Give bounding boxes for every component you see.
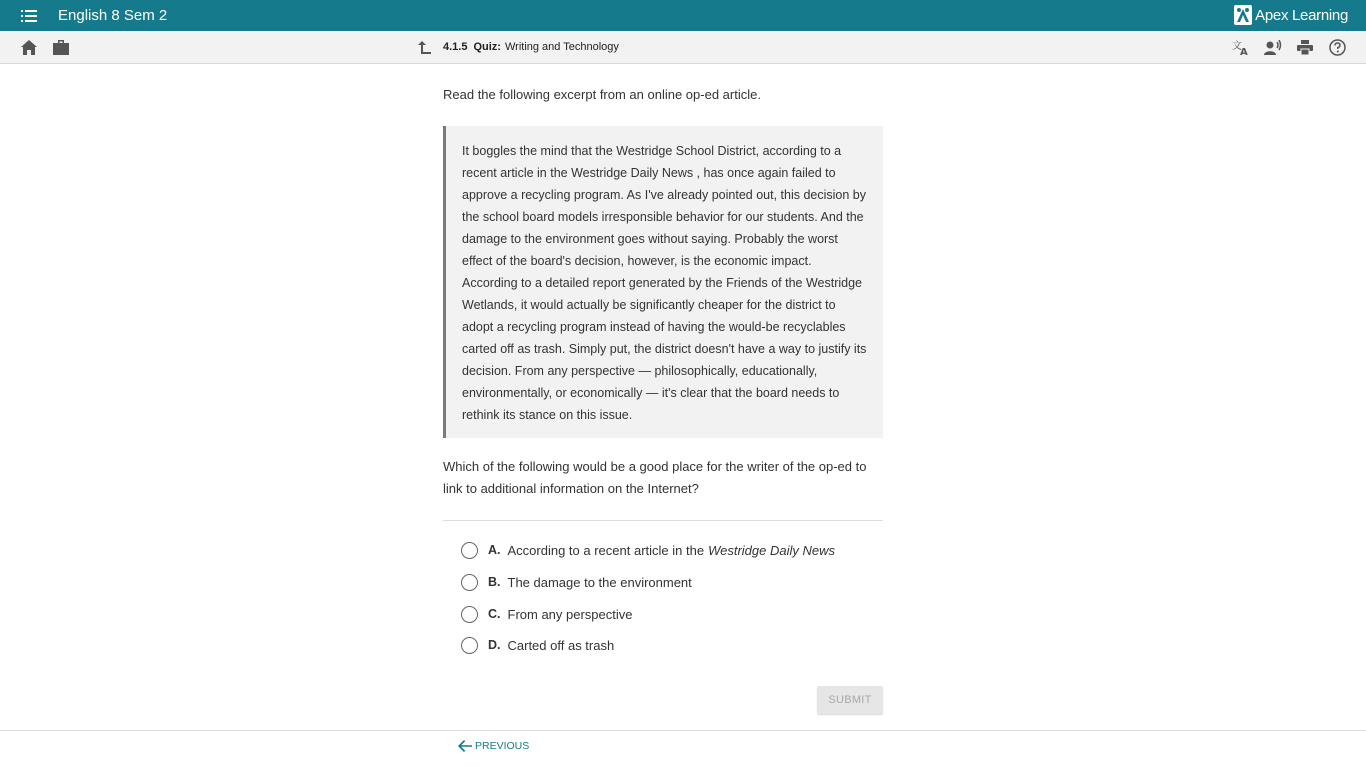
read-aloud-icon: [1264, 40, 1282, 55]
translate-button[interactable]: [1225, 31, 1257, 63]
answer-option-c[interactable]: [461, 603, 633, 625]
brand-name: Apex Learning: [1255, 6, 1348, 24]
radio-button[interactable]: [461, 574, 478, 591]
excerpt-blockquote: [443, 126, 883, 438]
read-aloud-button[interactable]: [1257, 31, 1289, 63]
excerpt-text: It boggles the mind that the Westridge School District, according to a recent article in the Westridge Daily News , has once again failed to approve a recycling program. As I've already pointed out, this decision by the school board models irresponsible behavior for our students. And the damage to the environment goes without saying. Probably the worst effect of the board's decision, however, is the economic impact. According to a detailed report generated by the Friends of the Westridge Wetlands, it would actually be significantly cheaper for the district to adopt a recycling program instead of having the would-be recyclables carted off as trash. Simply put, the district doesn't have a way to justify its decision. From any perspective — philosophically, educationally, environmentally, or economically — it's clear that the board needs to rethink its stance on this issue.: [462, 144, 867, 422]
toolbar: [0, 31, 1366, 64]
option-letter: B.: [488, 575, 501, 589]
answer-option-b[interactable]: [461, 571, 692, 593]
home-icon: [21, 40, 37, 55]
question-intro: Read the following excerpt from an online op-ed article.: [443, 87, 761, 102]
radio-button[interactable]: [461, 542, 478, 559]
divider: [443, 520, 883, 521]
app-header: [0, 0, 1366, 31]
option-italic-text: Westridge Daily News: [708, 542, 835, 558]
course-title: English 8 Sem 2: [58, 7, 168, 24]
radio-button[interactable]: [461, 637, 478, 654]
apex-logo-icon: [1234, 5, 1252, 25]
briefcase-button[interactable]: [45, 31, 77, 63]
activity-title: Writing and Technology: [504, 41, 619, 53]
previous-button[interactable]: [458, 740, 529, 752]
question-text: Which of the following would be a good place for the writer of the op-ed to link to additional information on the Internet?: [443, 459, 867, 496]
brand-logo: [1234, 5, 1348, 25]
option-letter: D.: [488, 638, 501, 652]
option-letter: C.: [488, 607, 501, 621]
lesson-number: 4.1.5: [443, 41, 468, 53]
answer-option-a[interactable]: [461, 539, 835, 561]
translate-icon: [1232, 39, 1250, 55]
option-text: Carted off as trash: [507, 637, 615, 653]
list-menu-icon: [21, 10, 37, 22]
option-text: From any perspective: [507, 606, 633, 622]
svg-text:文: 文: [1232, 41, 1242, 52]
breadcrumb: [414, 31, 619, 63]
briefcase-icon: [53, 40, 69, 55]
help-icon: [1329, 39, 1346, 56]
arrow-up-icon: [418, 40, 432, 54]
bottom-nav: [0, 730, 1366, 768]
option-text: According to a recent article in the Westridge Daily News: [507, 542, 835, 558]
help-button[interactable]: [1321, 31, 1353, 63]
radio-button[interactable]: [461, 606, 478, 623]
activity-type: Quiz:: [473, 41, 501, 53]
option-letter: A.: [488, 543, 501, 557]
home-button[interactable]: [13, 31, 45, 63]
print-button[interactable]: [1289, 31, 1321, 63]
print-icon: [1297, 40, 1313, 55]
arrow-left-icon: [458, 740, 472, 752]
up-level-button[interactable]: [414, 36, 436, 58]
option-text: The damage to the environment: [507, 574, 692, 590]
menu-button[interactable]: [0, 0, 58, 31]
answer-option-d[interactable]: [461, 634, 614, 656]
submit-button[interactable]: SUBMIT: [817, 686, 883, 714]
svg-text:A: A: [1240, 47, 1248, 55]
previous-label: PREVIOUS: [475, 740, 530, 752]
